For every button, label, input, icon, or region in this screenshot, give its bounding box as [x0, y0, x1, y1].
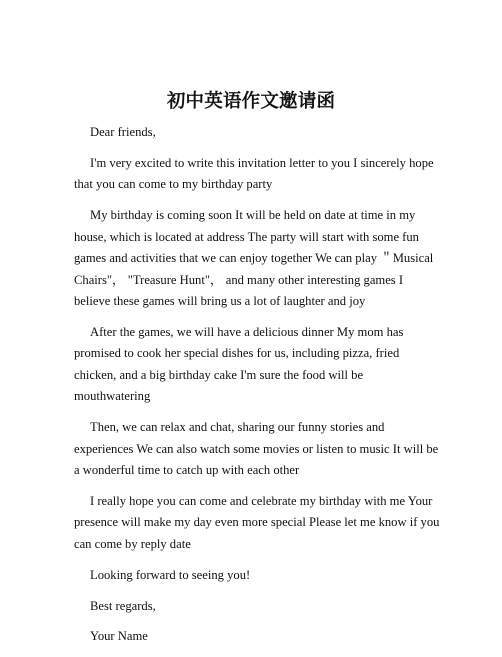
paragraph-3: After the games, we will have a delicious dinner My mom has promised to cook her special dishes for us, including pizza, fried chicken, and a big birthday cake I'm sure the food will be mouthwatering — [74, 324, 404, 404]
paragraph-1: I'm very excited to write this invitation letter to you I sincerely hope that you can come to my birthday party — [74, 155, 434, 192]
letter-body — [74, 122, 440, 657]
closing-line: Looking forward to seeing you! — [90, 567, 251, 582]
paragraph-4: Then, we can relax and chat, sharing our funny stories and experiences We can also watch some movies or listen to music It will be a wonderful time to catch up with each other — [74, 420, 439, 478]
salutation: Dear friends, — [90, 125, 156, 139]
paragraph-5: I really hope you can come and celebrate my birthday with me Your presence will make my day even more special Please let me know if you can come by reply date — [74, 493, 440, 551]
sign-off: Best regards, — [90, 598, 156, 613]
paragraph-2: My birthday is coming soon It will be held on date at time in my house, which is located at address The party will start with some fun games and activities that we can enjoy together We can play ＂Musical Chairs"， "Treasure Hunt"， and many other interesting games I believe these games will bring us a lot of laughter and joy — [74, 208, 434, 309]
signature: Your Name — [90, 629, 148, 644]
document-title: 初中英语作文邀请函 — [166, 91, 336, 112]
